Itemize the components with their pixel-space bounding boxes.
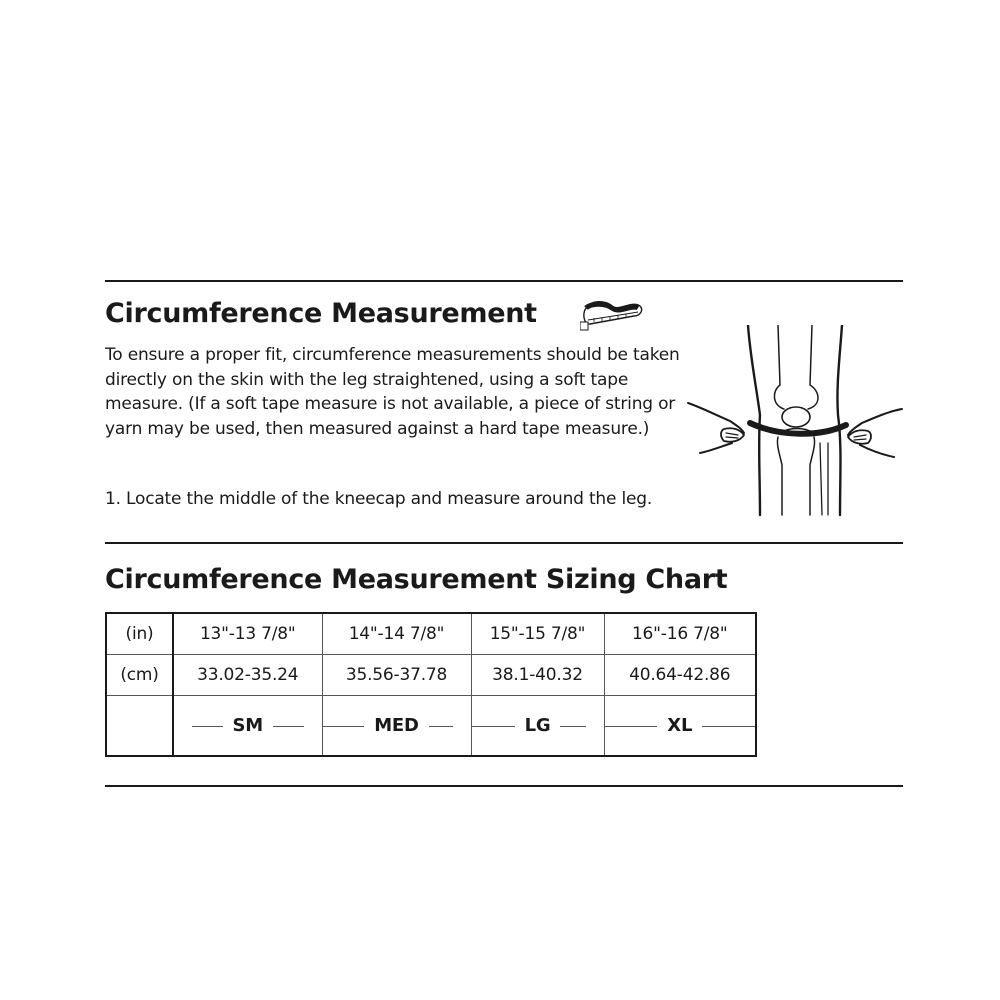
unit-label-centimeters: (cm) — [106, 655, 173, 696]
measurement-step-1: 1. Locate the middle of the kneecap and measure around the leg. — [105, 489, 653, 509]
size-range-cm: 33.02-35.24 — [173, 655, 322, 696]
size-cell-xl — [604, 696, 756, 757]
size-range-cm: 35.56-37.78 — [322, 655, 471, 696]
tape-measure-icon — [580, 298, 644, 336]
size-cell-med — [322, 696, 471, 757]
size-cell-lg — [471, 696, 604, 757]
size-range-cm: 40.64-42.86 — [604, 655, 756, 696]
top-divider — [105, 280, 903, 282]
size-range-inches: 14"-14 7/8" — [322, 613, 471, 655]
size-label: LG — [515, 715, 561, 736]
size-label: SM — [223, 715, 273, 736]
bottom-divider — [105, 785, 903, 787]
knee-measurement-illustration — [680, 325, 905, 517]
size-row-label — [106, 696, 173, 757]
size-cell-sm — [173, 696, 322, 757]
sizing-chart-table — [105, 612, 757, 757]
size-label: MED — [364, 715, 429, 736]
middle-divider — [105, 542, 903, 544]
size-range-inches: 16"-16 7/8" — [604, 613, 756, 655]
measurement-instructions: To ensure a proper fit, circumference measurements should be taken directly on the skin with the leg straightened, using a soft tape measure. (If a soft tape measure is not available, a piece of string or yarn may be used, then measured against a hard tape measure.) — [105, 345, 680, 439]
size-range-inches: 15"-15 7/8" — [471, 613, 604, 655]
size-row — [106, 696, 756, 757]
size-range-inches: 13"-13 7/8" — [173, 613, 322, 655]
size-range-cm: 38.1-40.32 — [471, 655, 604, 696]
unit-label-inches: (in) — [106, 613, 173, 655]
size-label: XL — [657, 715, 702, 736]
section-title-measurement: Circumference Measurement — [105, 298, 537, 329]
section-title-sizing-chart: Circumference Measurement Sizing Chart — [105, 564, 728, 595]
centimeters-row — [106, 655, 756, 696]
inches-row — [106, 613, 756, 655]
